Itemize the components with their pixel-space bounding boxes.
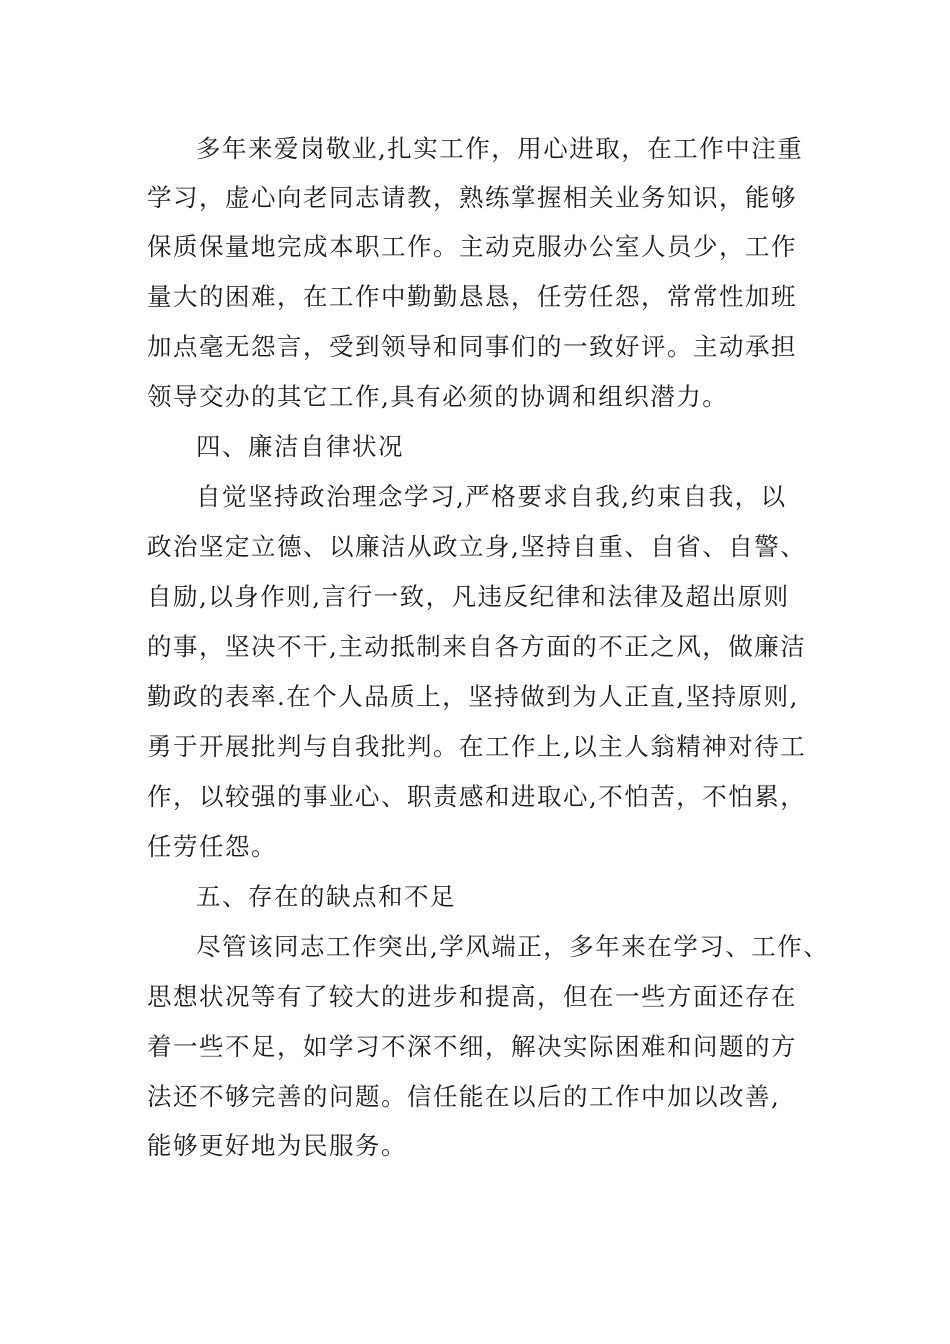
- section-heading-4: 四、廉洁自律状况: [196, 432, 404, 461]
- paragraph-3-line-2: 思想状况等有了较大的进步和提高，但在一些方面还存在: [147, 982, 797, 1011]
- paragraph-2-line-3: 自励,以身作则,言行一致，凡违反纪律和法律及超出原则: [147, 582, 790, 611]
- paragraph-1-line-4: 量大的困难，在工作中勤勤恳恳，任劳任怨，常常性加班: [147, 282, 797, 311]
- paragraph-1-line-6: 领导交办的其它工作,具有必须的协调和组织潜力。: [147, 382, 729, 411]
- paragraph-2-line-1: 自觉坚持政治理念学习,严格要求自我,约束自我，以: [196, 482, 787, 511]
- paragraph-3-line-5: 能够更好地为民服务。: [147, 1131, 407, 1160]
- paragraph-2-line-6: 勇于开展批判与自我批判。在工作上,以主人翁精神对待工: [147, 732, 807, 761]
- paragraph-1-line-1: 多年来爱岗敬业,扎实工作，用心进取，在工作中注重: [196, 134, 804, 163]
- section-heading-5: 五、存在的缺点和不足: [196, 882, 456, 911]
- paragraph-1-line-5: 加点毫无怨言，受到领导和同事们的一致好评。主动承担: [147, 332, 797, 361]
- paragraph-2-line-7: 作，以较强的事业心、职责感和进取心,不怕苦，不怕累，: [147, 782, 807, 811]
- paragraph-3-line-3: 着一些不足，如学习不深不细，解决实际困难和问题的方: [147, 1032, 797, 1061]
- paragraph-2-line-2: 政治坚定立德、以廉洁从政立身,坚持自重、自省、自警、: [147, 532, 807, 561]
- paragraph-3-line-1: 尽管该同志工作突出,学风端正，多年来在学习、工作、: [196, 932, 830, 961]
- paragraph-2-line-8: 任劳任怨。: [147, 832, 277, 861]
- paragraph-2-line-4: 的事，坚决不干,主动抵制来自各方面的不正之风，做廉洁: [147, 632, 807, 661]
- paragraph-1-line-3: 保质保量地完成本职工作。主动克服办公室人员少，工作: [147, 232, 797, 261]
- paragraph-1-line-2: 学习，虚心向老同志请教，熟练掌握相关业务知识，能够: [147, 183, 797, 212]
- paragraph-3-line-4: 法还不够完善的问题。信任能在以后的工作中加以改善,: [147, 1082, 781, 1111]
- paragraph-2-line-5: 勤政的表率.在个人品质上，坚持做到为人正直,坚持原则,: [147, 682, 799, 711]
